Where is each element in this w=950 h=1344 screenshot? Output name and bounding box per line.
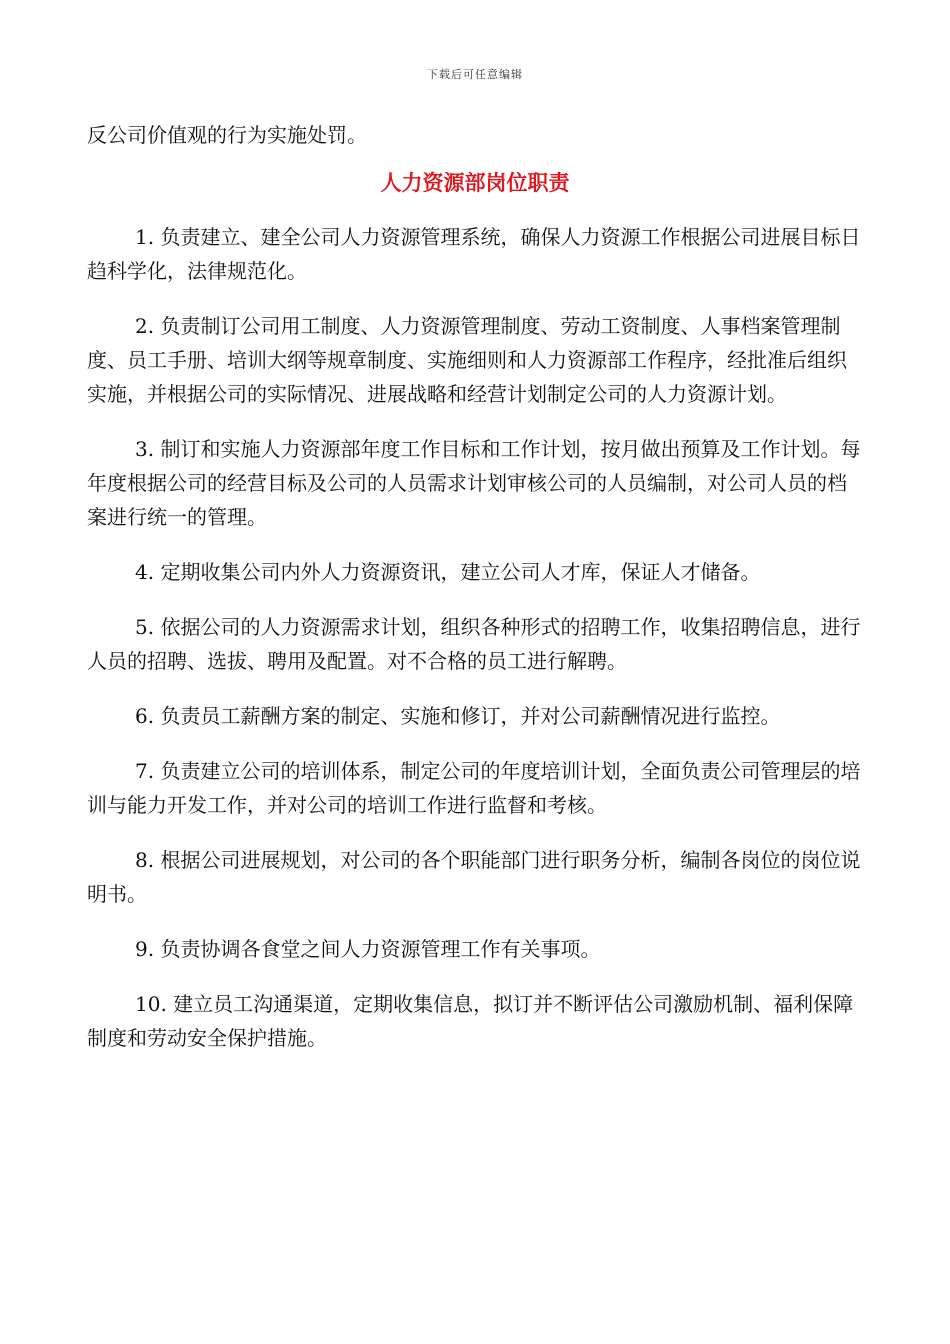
document-body <box>87 118 863 1076</box>
duty-item-1: 1. 负责建立、建全公司人力资源管理系统，确保人力资源工作根据公司进展目标日趋科学化，法律规范化。 <box>87 225 861 283</box>
duty-item-4: 4. 定期收集公司内外人力资源资讯，建立公司人才库，保证人才储备。 <box>135 560 761 584</box>
page-header-note: 下载后可任意编辑 <box>427 68 523 81</box>
duty-item-6: 6. 负责员工薪酬方案的制定、实施和修订，并对公司薪酬情况进行监控。 <box>135 704 781 728</box>
duty-item-7: 7. 负责建立公司的培训体系，制定公司的年度培训计划，全面负责公司管理层的培训与能力开发工作，并对公司的培训工作进行监督和考核。 <box>87 759 861 817</box>
duty-item-8: 8. 根据公司进展规划，对公司的各个职能部门进行职务分析，编制各岗位的岗位说明书。 <box>87 848 861 906</box>
lead-paragraph: 反公司价值观的行为实施处罚。 <box>87 123 367 147</box>
duty-item-5: 5. 依据公司的人力资源需求计划，组织各种形式的招聘工作，收集招聘信息，进行人员的招聘、选拔、聘用及配置。对不合格的员工进行解聘。 <box>87 615 861 673</box>
duty-item-10: 10. 建立员工沟通渠道，定期收集信息，拟订并不断评估公司激励机制、福利保障制度和劳动安全保护措施。 <box>87 992 854 1050</box>
duty-item-3: 3. 制订和实施人力资源部年度工作目标和工作计划，按月做出预算及工作计划。每年度根据公司的经营目标及公司的人员需求计划审核公司的人员编制，对公司人员的档案进行统一的管理。 <box>87 437 861 529</box>
duty-item-2: 2. 负责制订公司用工制度、人力资源管理制度、劳动工资制度、人事档案管理制度、员工手册、培训大纲等规章制度、实施细则和人力资源部工作程序，经批准后组织实施，并根据公司的实际情况、进展战略和经营计划制定公司的人力资源计划。 <box>87 314 847 406</box>
section-title: 人力资源部岗位职责 <box>380 170 570 195</box>
duty-item-9: 9. 负责协调各食堂之间人力资源管理工作有关事项。 <box>135 937 601 961</box>
